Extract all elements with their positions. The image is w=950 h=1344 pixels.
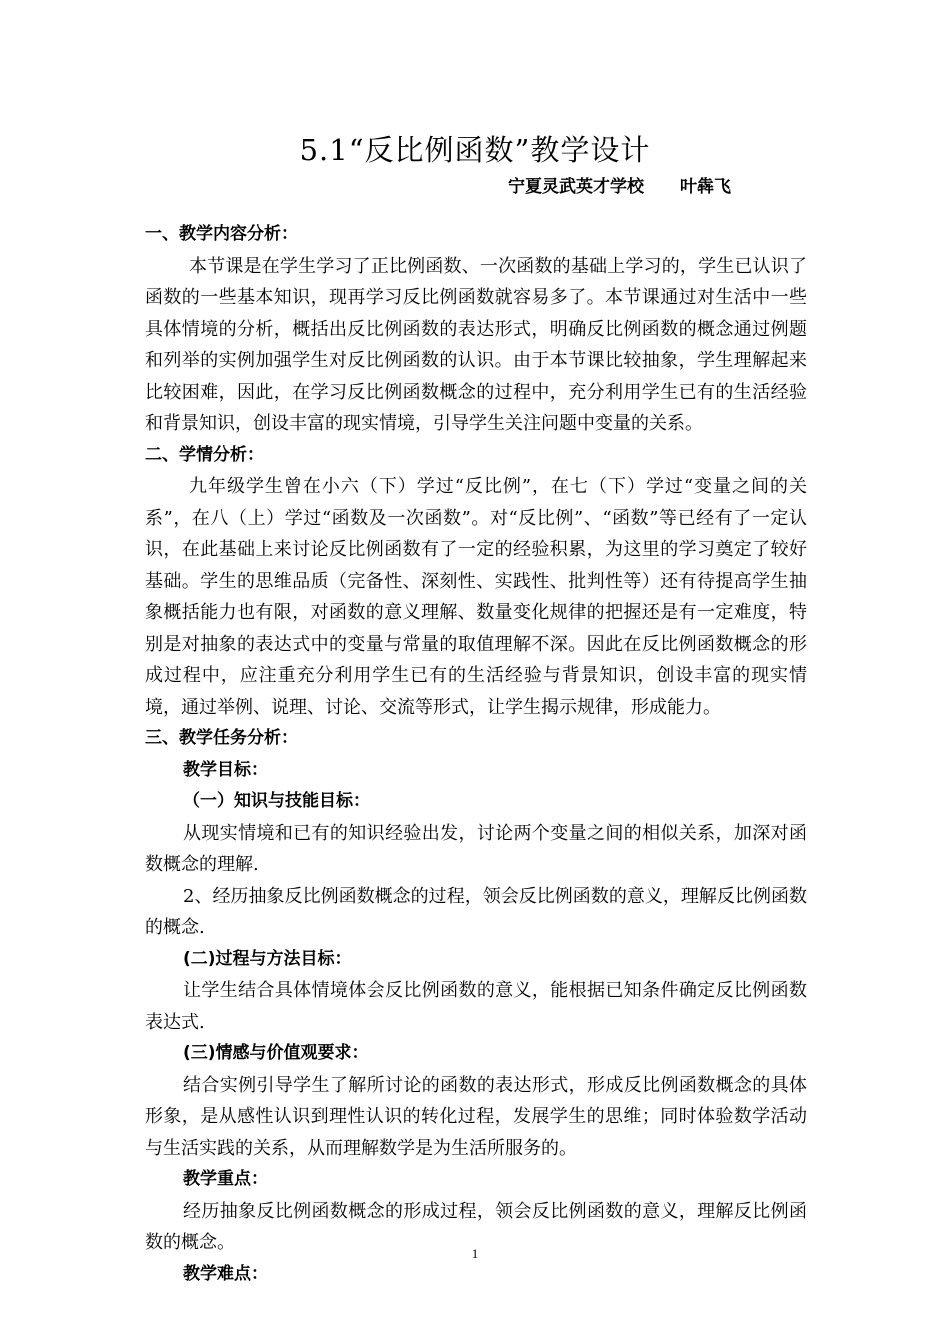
author-line: [508, 174, 731, 200]
document-body: [145, 219, 807, 1290]
knowledge-goals-label: （一）知识与技能目标：: [183, 791, 370, 811]
emotion-goals-text: 结合实例引导学生了解所讨论的函数的表达形式，形成反比例函数概念的具体形象，是从感性认识到理性认识的转化过程，发展学生的思维；同时体验数学活动与生活实践的关系，从而理解数学是为生活所服务的。: [145, 1074, 807, 1159]
process-goals-text: 让学生结合具体情境体会反比例函数的意义，能根据已知条件确定反比例函数表达式.: [145, 980, 807, 1033]
section-heading-task-analysis: 三、教学任务分析：: [145, 728, 298, 748]
knowledge-goal-1: 从现实情境和已有的知识经验出发，讨论两个变量之间的相似关系，加深对函数概念的理解.: [145, 822, 807, 875]
learner-analysis-paragraph: 九年级学生曾在小六（下）学过“反比例”，在七（下）学过“变量之间的关系”，在八（上）学过“函数及一次函数”。对“反比例”、“函数”等已经有了一定认识，在此基础上来讨论反比例函数有了一定的经验积累，为这里的学习奠定了较好基础。学生的思维品质（完备性、深刻性、实践性、批判性等）还有待提高学生抽象概括能力也有限，对函数的意义理解、数量变化规律的把握还是有一定难度，特别是对抽象的表达式中的变量与常量的取值理解不深。因此在反比例函数概念的形成过程中，应注重充分利用学生已有的生活经验与背景知识，创设丰富的现实情境，通过举例、说理、讨论、交流等形式，让学生揭示规律，形成能力。: [145, 476, 807, 718]
emotion-goals-label: (三)情感与价值观要求：: [183, 1043, 369, 1063]
process-goals-label: (二)过程与方法目标：: [183, 948, 352, 969]
teaching-key-points-label: 教学重点：: [183, 1169, 268, 1189]
teaching-goals-label: 教学目标：: [183, 759, 268, 780]
content-analysis-paragraph: 本节课是在学生学习了正比例函数、一次函数的基础上学习的，学生已认识了函数的一些基本知识，现再学习反比例函数就容易多了。本节课通过对生活中一些具体情境的分析，概括出反比例函数的表达形式，明确反比例函数的概念通过例题和列举的实例加强学生对反比例函数的认识。由于本节课比较抽象，学生理解起来比较困难，因此，在学习反比例函数概念的过程中，充分利用学生已有的生活经验和背景知识，创设丰富的现实情境，引导学生关注问题中变量的关系。: [145, 255, 807, 434]
document-title: 5.1“反比例函数”教学设计: [299, 133, 651, 167]
author-name: 叶犇飞: [680, 177, 731, 197]
section-heading-content-analysis: 一、教学内容分析：: [145, 224, 298, 244]
teaching-key-points-text: 经历抽象反比例函数概念的形成过程，领会反比例函数的意义，理解反比例函数的概念。: [145, 1200, 807, 1253]
knowledge-goal-2: 2、经历抽象反比例函数概念的过程，领会反比例函数的意义，理解反比例函数的概念.: [145, 885, 807, 938]
school-name: 宁夏灵武英才学校: [508, 177, 644, 197]
section-heading-learner-analysis: 二、学情分析：: [145, 444, 264, 465]
page-number: 1: [471, 1246, 479, 1261]
teaching-difficulties-label: 教学难点：: [183, 1263, 268, 1284]
